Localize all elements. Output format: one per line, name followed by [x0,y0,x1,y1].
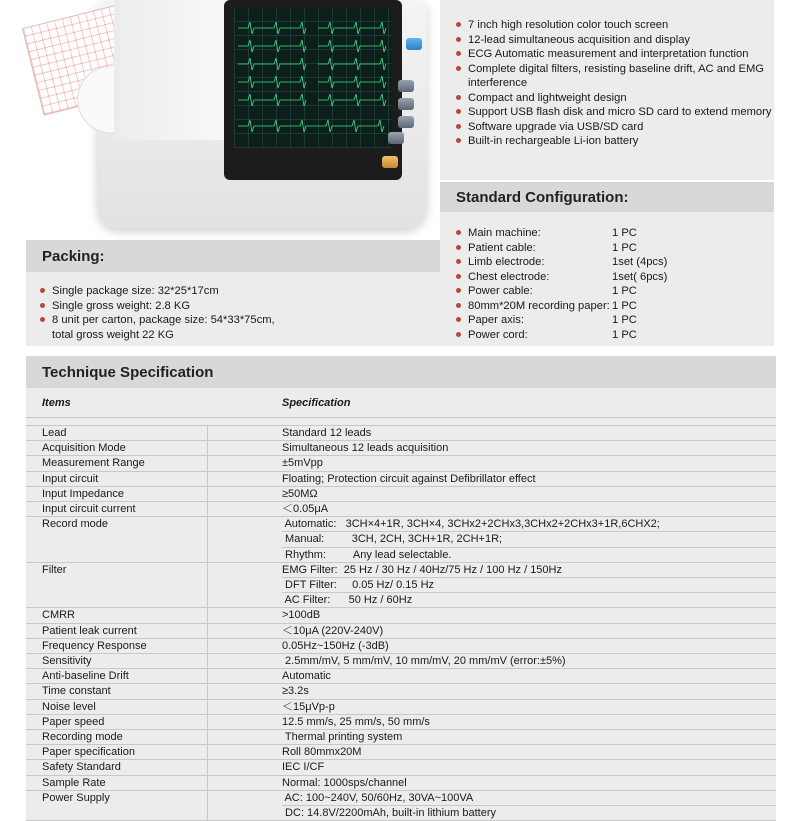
technique-specification-heading: Technique Specification [26,356,776,388]
feature-item: Software upgrade via USB/SD card [454,120,774,135]
function-key-4[interactable] [388,132,404,144]
spec-value-line: Floating; Protection circuit against Defibrillator effect [282,472,536,485]
spec-item-label: Acquisition Mode [26,441,208,455]
spec-value-line: IEC I/CF [282,761,325,774]
spec-value-line: AC: 100~240V, 50/60Hz, 30VA~100VA [282,791,776,806]
spec-value [208,639,776,653]
spec-item-label: Measurement Range [26,456,208,470]
spec-item-label: Power Supply [26,791,208,820]
spec-value-line: Simultaneous 12 leads acquisition [282,442,449,455]
spec-value-line: Thermal printing system [282,731,403,744]
packing-item: Single package size: 32*25*17cm [38,284,440,299]
spec-value [208,669,776,683]
spec-value-line: Automatic [282,670,331,683]
spec-row [26,502,776,517]
feature-item: 7 inch high resolution color touch screen [454,18,774,33]
feature-item: Complete digital filters, resisting baseline drift, AC and EMG interference [454,62,774,91]
feature-item: Compact and lightweight design [454,91,774,106]
spec-value-line: AC Filter: 50 Hz / 60Hz [282,594,413,607]
spec-row [26,730,776,745]
spec-value-line: 12.5 mm/s, 25 mm/s, 50 mm/s [282,715,430,728]
spec-item-label: Filter [26,563,208,608]
spec-value-line: Standard 12 leads [282,427,372,439]
spec-table-header [26,388,776,418]
spec-value [208,715,776,729]
spec-row [26,441,776,456]
packing-heading: Packing: [26,240,440,272]
spec-item-label: Lead [26,426,208,440]
spec-value [208,441,776,455]
config-row [454,226,774,241]
spec-value-line: Normal: 1000sps/channel [282,776,407,789]
spec-item-label: Paper speed [26,715,208,729]
standard-configuration-panel [440,212,774,346]
packing-panel [26,272,440,346]
spec-value [208,745,776,759]
function-key-2[interactable] [398,98,414,110]
spec-row [26,715,776,730]
spec-value-line: Roll 80mmx20M [282,746,362,759]
spec-row [26,745,776,760]
spec-item-label: CMRR [26,608,208,622]
spec-item-label: Input Impedance [26,487,208,501]
specification-column-header: Specification [282,396,351,409]
config-qty: 1 PC [612,328,637,341]
config-qty: 1 PC [612,285,637,297]
config-row [454,270,774,285]
spec-value-line: 0.05Hz~150Hz (-3dB) [282,639,389,652]
spec-item-label: Paper specification [26,745,208,759]
spec-item-label: Recording mode [26,730,208,744]
spec-value [208,776,776,790]
spec-value-line: Automatic: 3CH×4+1R, 3CH×4, 3CHx2+2CHx3,3CHx2+2CHx3+1R,6CHX2; [282,517,776,532]
product-photo [22,0,417,238]
spec-value [208,563,776,608]
spec-value [208,791,776,820]
spec-row [26,517,776,563]
spec-item-label: Noise level [26,700,208,714]
config-name: Limb electrode: [454,255,612,270]
spec-item-label: Safety Standard [26,760,208,774]
spec-value [208,502,776,516]
config-qty: 1set (4pcs) [612,256,668,268]
packing-item: 8 unit per carton, package size: 54*33*75cm, total gross weight 22 KG [38,313,278,342]
config-name: Main machine: [454,226,612,241]
config-name: Patient cable: [454,241,612,256]
spec-table [26,388,776,821]
config-name: 80mm*20M recording paper: [454,299,612,314]
function-key-1[interactable] [398,80,414,92]
features-panel [440,0,774,180]
config-qty: 1 PC [612,241,637,254]
config-qty: 1 PC [612,227,637,239]
standard-configuration-heading: Standard Configuration: [440,182,774,212]
spec-value-line: ≥50MΩ [282,487,318,500]
spec-item-label: Frequency Response [26,639,208,653]
packing-list [38,284,440,342]
function-key-3[interactable] [398,116,414,128]
feature-item: Support USB flash disk and micro SD card to extend memory [454,105,774,120]
spec-row [26,624,776,639]
config-row [454,255,774,270]
spec-item-label: Patient leak current [26,624,208,638]
features-list [454,18,774,149]
config-name: Power cable: [454,284,612,299]
spec-value [208,624,776,638]
spec-row [26,654,776,669]
spec-item-label: Sample Rate [26,776,208,790]
feature-item: ECG Automatic measurement and interpretation function [454,47,774,62]
config-qty: 1 PC [612,314,637,326]
items-column-header: Items [42,396,71,409]
spec-row [26,456,776,471]
spec-row [26,487,776,502]
spec-row [26,639,776,654]
spec-item-label: Time constant [26,684,208,698]
spec-value-line: EMG Filter: 25 Hz / 30 Hz / 40Hz/75 Hz / 100 Hz / 150Hz [282,563,776,578]
spec-value [208,456,776,470]
device-screen [234,8,392,148]
spec-row [26,700,776,715]
spec-row [26,684,776,699]
spec-row [26,426,776,441]
config-qty: 1set( 6pcs) [612,270,668,283]
packing-item: Single gross weight: 2.8 KG [38,299,440,314]
spec-value [208,760,776,774]
spec-row [26,791,776,821]
spec-value [208,608,776,622]
spec-item-label: Input circuit current [26,502,208,516]
spec-value [208,487,776,501]
spec-value [208,700,776,714]
spec-row [26,608,776,623]
config-name: Power cord: [454,328,612,343]
spec-value-line: DC: 14.8V/2200mAh, built-in lithium battery [282,807,496,820]
spec-row [26,472,776,487]
spec-item-label: Input circuit [26,472,208,486]
spec-value-line: >100dB [282,609,321,622]
config-name: Paper axis: [454,313,612,328]
spec-value-line: ≥3.2s [282,685,309,698]
config-row [454,241,774,256]
spec-value [208,730,776,744]
spec-value-line: Rhythm: Any lead selectable. [282,548,452,561]
spec-value [208,426,776,440]
spec-item-label: Record mode [26,517,208,562]
blue-key[interactable] [406,38,422,50]
config-row [454,328,774,343]
feature-item: 12-lead simultaneous acquisition and display [454,33,774,48]
spec-value [208,654,776,668]
ecg-waveforms [234,8,392,148]
config-row [454,284,774,299]
spec-value-line: ＜10μA (220V-240V) [282,624,384,637]
spec-value-line: DFT Filter: 0.05 Hz/ 0.15 Hz [282,578,776,593]
spec-row [26,760,776,775]
spec-row [26,669,776,684]
spec-row [26,776,776,791]
config-row [454,313,774,328]
spec-value-line: ＜15μVp-p [282,700,335,713]
config-qty: 1 PC [612,299,637,312]
spec-value [208,472,776,486]
spec-value [208,684,776,698]
config-row [454,299,774,314]
spec-value-line: ＜0.05μA [282,503,329,516]
spec-item-label: Sensitivity [26,654,208,668]
spec-value-line: ±5mVpp [282,457,323,470]
spec-row [26,563,776,609]
spec-item-label: Anti-baseline Drift [26,669,208,683]
spec-table-spacer [26,418,776,426]
power-key[interactable] [382,156,398,168]
config-name: Chest electrode: [454,270,612,285]
spec-value-line: 2.5mm/mV, 5 mm/mV, 10 mm/mV, 20 mm/mV (error:±5%) [282,655,566,668]
spec-value [208,517,776,562]
feature-item: Built-in rechargeable Li-ion battery [454,134,774,149]
spec-value-line: Manual: 3CH, 2CH, 3CH+1R, 2CH+1R; [282,532,776,547]
